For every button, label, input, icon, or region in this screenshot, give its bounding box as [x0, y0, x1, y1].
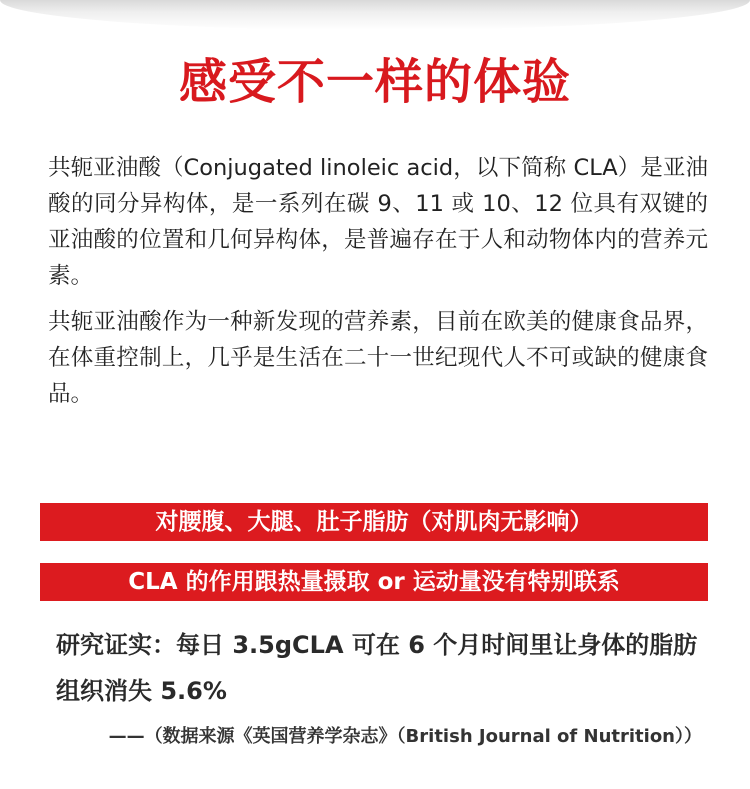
data-source-note: ——（数据来源《英国营养学杂志》（British Journal of Nutrition））	[108, 726, 702, 747]
page-title: 感受不一样的体验	[178, 54, 571, 110]
highlight-banner-fat: 对腰腹、大腿、肚子脂肪（对肌肉无影响）	[40, 503, 708, 541]
intro-paragraph-2: 共轭亚油酸作为一种新发现的营养素，目前在欧美的健康食品界，在体重控制上，几乎是生活在二十一世纪现代人不可或缺的健康食品。	[48, 309, 708, 407]
highlight-banner-cla: CLA 的作用跟热量摄取 or 运动量没有特别联系	[40, 563, 708, 601]
research-statement: 研究证实：每日 3.5gCLA 可在 6 个月时间里让身体的脂肪组织消失 5.6%	[56, 631, 698, 705]
intro-paragraph-1: 共轭亚油酸（Conjugated linoleic acid，以下简称 CLA）是亚油酸的同分异构体，是一系列在碳 9、11 或 10、12 位具有双键的亚油酸的位置和几何异构体，是普遍存在于人和动物体内的营养元素。	[48, 155, 708, 289]
top-shadow-decoration	[0, 0, 750, 30]
intro-text	[48, 150, 708, 422]
